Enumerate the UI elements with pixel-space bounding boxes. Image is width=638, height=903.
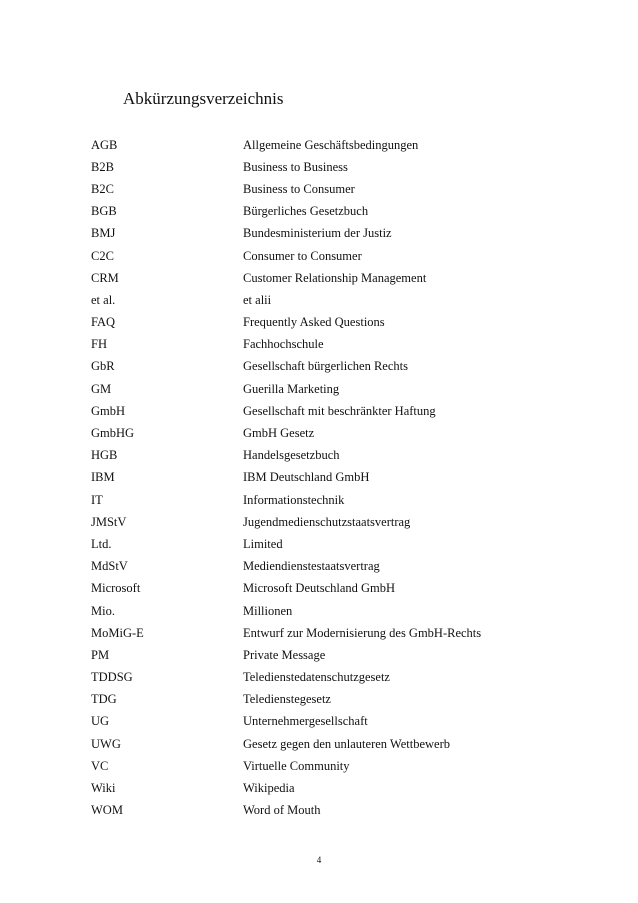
- abbreviation-row: [91, 777, 551, 799]
- abbreviation-term: TDDSG: [91, 670, 133, 685]
- abbreviation-meaning: Limited: [243, 536, 283, 551]
- abbreviation-term: Mio.: [91, 603, 115, 618]
- abbreviation-term: et al.: [91, 292, 116, 307]
- abbreviation-term: GbR: [91, 359, 115, 374]
- abbreviation-term: GmbHG: [91, 426, 135, 441]
- abbreviation-meaning: Consumer to Consumer: [243, 248, 362, 263]
- abbreviation-term: MdStV: [91, 559, 128, 574]
- abbreviation-row: [91, 178, 551, 200]
- abbreviation-meaning: Private Message: [243, 647, 326, 662]
- abbreviation-row: [91, 533, 551, 555]
- abbreviation-row: [91, 711, 551, 733]
- abbreviation-row: [91, 622, 551, 644]
- abbreviation-meaning: Teledienstedatenschutzgesetz: [243, 670, 390, 685]
- abbreviation-term: HGB: [91, 448, 118, 463]
- abbreviation-term: B2B: [91, 159, 114, 174]
- abbreviation-term: UWG: [91, 736, 121, 751]
- abbreviation-row: [91, 600, 551, 622]
- abbreviation-row: [91, 334, 551, 356]
- abbreviation-row: [91, 445, 551, 467]
- abbreviation-meaning: Gesellschaft bürgerlichen Rechts: [243, 359, 408, 374]
- abbreviation-term: VC: [91, 758, 109, 773]
- abbreviation-row: [91, 467, 551, 489]
- abbreviation-meaning: Allgemeine Geschäftsbedingungen: [243, 137, 419, 152]
- abbreviation-row: [91, 289, 551, 311]
- abbreviation-term: B2C: [91, 181, 114, 196]
- abbreviation-term: JMStV: [91, 514, 127, 529]
- abbreviation-row: [91, 689, 551, 711]
- abbreviation-meaning: Entwurf zur Modernisierung des GmbH-Rechts: [243, 625, 482, 640]
- abbreviation-meaning: Guerilla Marketing: [243, 381, 340, 396]
- abbreviation-row: [91, 245, 551, 267]
- abbreviation-row: [91, 800, 551, 822]
- abbreviation-row: [91, 511, 551, 533]
- abbreviation-meaning: Jugendmedienschutzstaatsvertrag: [243, 514, 411, 529]
- abbreviation-meaning: Wikipedia: [243, 781, 295, 796]
- abbreviation-meaning: Virtuelle Community: [243, 758, 350, 773]
- abbreviation-term: Wiki: [91, 781, 116, 796]
- abbreviation-term: MoMiG-E: [91, 625, 144, 640]
- abbreviation-meaning: Business to Consumer: [243, 181, 355, 196]
- abbreviation-row: [91, 134, 551, 156]
- abbreviation-row: [91, 201, 551, 223]
- abbreviation-meaning: Business to Business: [243, 159, 348, 174]
- abbreviation-meaning: Bürgerliches Gesetzbuch: [243, 204, 369, 219]
- abbreviation-term: BMJ: [91, 226, 116, 241]
- abbreviation-meaning: Frequently Asked Questions: [243, 315, 385, 330]
- abbreviation-row: [91, 356, 551, 378]
- abbreviation-meaning: Bundesministerium der Justiz: [243, 226, 392, 241]
- abbreviation-row: [91, 733, 551, 755]
- abbreviation-row: [91, 400, 551, 422]
- abbreviation-row: [91, 156, 551, 178]
- abbreviation-meaning: Gesetz gegen den unlauteren Wettbewerb: [243, 736, 451, 751]
- abbreviation-row: [91, 223, 551, 245]
- abbreviation-term: FAQ: [91, 315, 116, 330]
- abbreviation-meaning: IBM Deutschland GmbH: [243, 470, 370, 485]
- abbreviation-term: IT: [91, 492, 103, 507]
- abbreviation-term: BGB: [91, 204, 117, 219]
- abbreviation-meaning: Word of Mouth: [243, 803, 321, 818]
- abbreviation-meaning: Handelsgesetzbuch: [243, 448, 340, 463]
- abbreviation-meaning: Mediendienstestaatsvertrag: [243, 559, 380, 574]
- abbreviation-row: [91, 489, 551, 511]
- abbreviation-term: AGB: [91, 137, 118, 152]
- abbreviation-term: FH: [91, 337, 107, 352]
- abbreviation-row: [91, 556, 551, 578]
- abbreviation-meaning: Teledienstegesetz: [243, 692, 331, 707]
- abbreviation-row: [91, 267, 551, 289]
- abbreviation-list: [91, 134, 551, 822]
- abbreviation-meaning: GmbH Gesetz: [243, 426, 315, 441]
- abbreviation-row: [91, 578, 551, 600]
- abbreviation-meaning: Fachhochschule: [243, 337, 324, 352]
- abbreviation-meaning: Millionen: [243, 603, 293, 618]
- abbreviation-term: WOM: [91, 803, 123, 818]
- abbreviation-meaning: Microsoft Deutschland GmbH: [243, 581, 396, 596]
- abbreviation-meaning: et alii: [243, 292, 272, 307]
- abbreviation-row: [91, 644, 551, 666]
- abbreviation-row: [91, 755, 551, 777]
- abbreviation-row: [91, 312, 551, 334]
- abbreviation-term: IBM: [91, 470, 115, 485]
- abbreviation-meaning: Customer Relationship Management: [243, 270, 427, 285]
- abbreviation-row: [91, 422, 551, 444]
- abbreviation-term: UG: [91, 714, 110, 729]
- abbreviation-row: [91, 667, 551, 689]
- abbreviation-meaning: Unternehmergesellschaft: [243, 714, 368, 729]
- page-title: Abkürzungsverzeichnis: [123, 89, 284, 108]
- page-number: 4: [316, 855, 322, 865]
- abbreviation-meaning: Gesellschaft mit beschränkter Haftung: [243, 403, 436, 418]
- abbreviation-meaning: Informationstechnik: [243, 492, 345, 507]
- abbreviation-row: [91, 378, 551, 400]
- abbreviation-term: GmbH: [91, 403, 126, 418]
- abbreviation-term: PM: [91, 647, 110, 662]
- abbreviation-term: TDG: [91, 692, 117, 707]
- abbreviation-term: GM: [91, 381, 112, 396]
- abbreviation-term: C2C: [91, 248, 114, 263]
- abbreviation-term: Microsoft: [91, 581, 141, 596]
- abbreviation-term: CRM: [91, 270, 119, 285]
- abbreviation-term: Ltd.: [91, 536, 112, 551]
